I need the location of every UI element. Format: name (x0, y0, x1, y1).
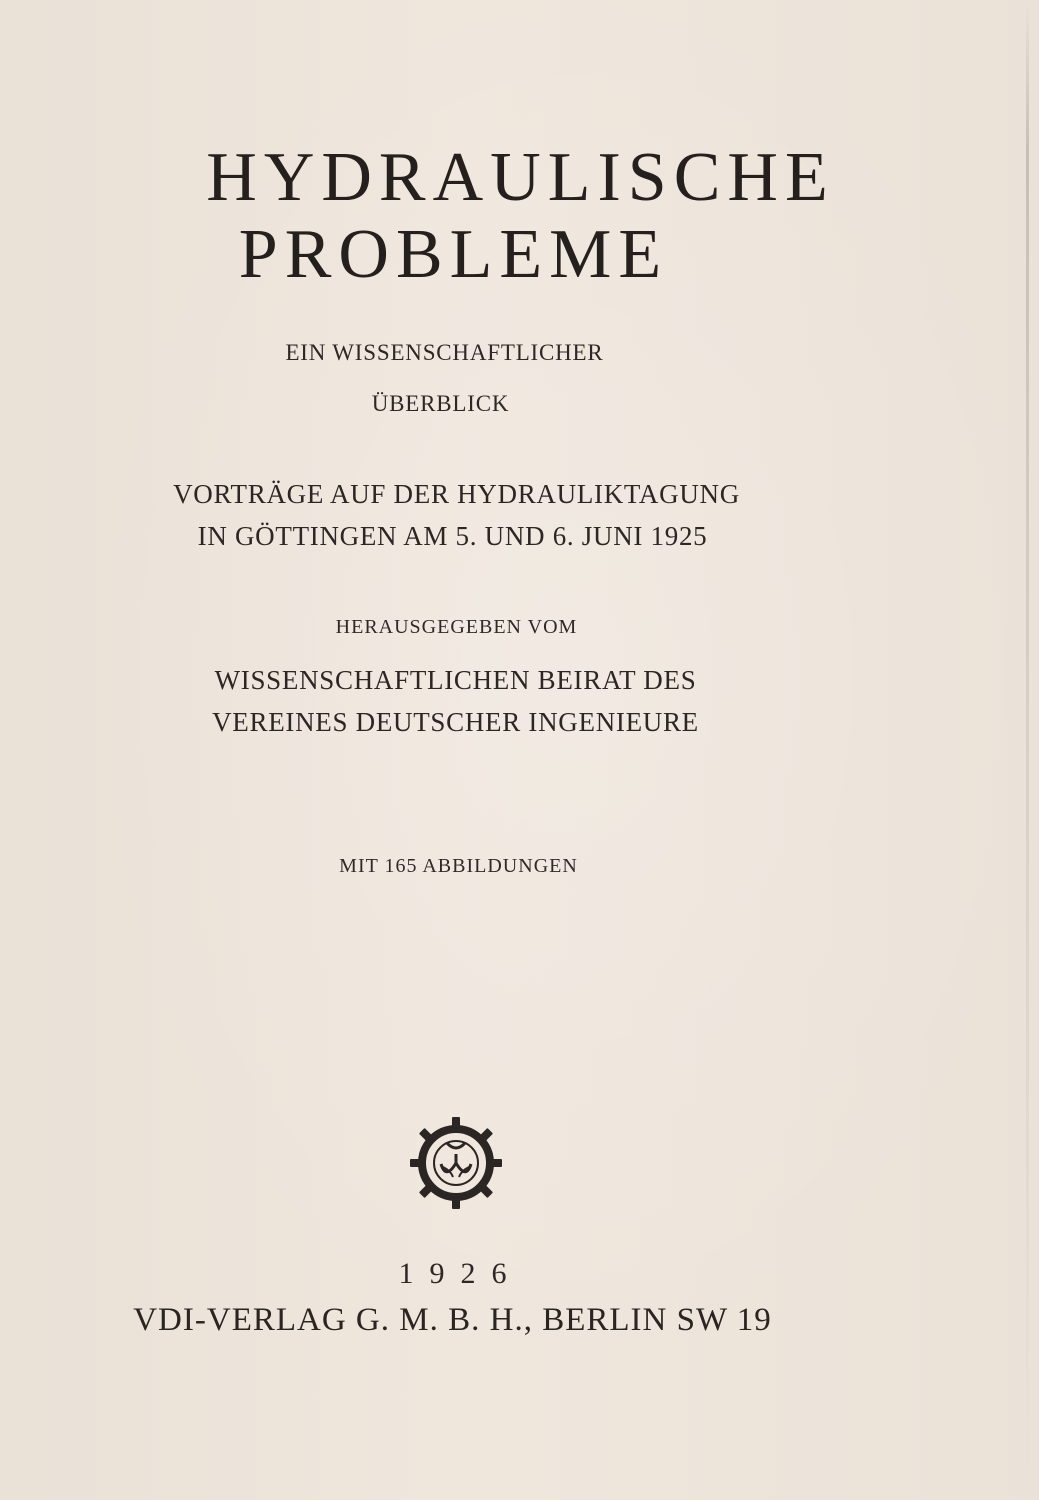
editor-intro: HERAUSGEGEBEN VOM (335, 616, 578, 638)
subtitle-line-2: ÜBERBLICK (371, 391, 510, 416)
editor-line-1: WISSENSCHAFTLICHEN BEIRAT DES (214, 665, 697, 695)
subtitle-line-1: EIN WISSENSCHAFTLICHER (285, 340, 604, 365)
conference-line-1: VORTRÄGE AUF DER HYDRAULIKTAGUNG (173, 479, 740, 509)
book-title-line-2: PROBLEME (238, 216, 669, 293)
illustrations-note: MIT 165 ABBILDUNGEN (339, 855, 578, 877)
scan-edge-shadow (1026, 0, 1029, 1500)
vdi-gear-monogram-icon (408, 1115, 504, 1211)
publication-year: 1926 (398, 1257, 523, 1290)
editor-line-2: VEREINES DEUTSCHER INGENIEURE (212, 707, 699, 737)
book-title-line-1: HYDRAULISCHE (206, 139, 835, 216)
publisher-line: VDI-VERLAG G. M. B. H., BERLIN SW 19 (133, 1302, 772, 1338)
conference-line-2: IN GÖTTINGEN AM 5. UND 6. JUNI 1925 (197, 521, 708, 551)
